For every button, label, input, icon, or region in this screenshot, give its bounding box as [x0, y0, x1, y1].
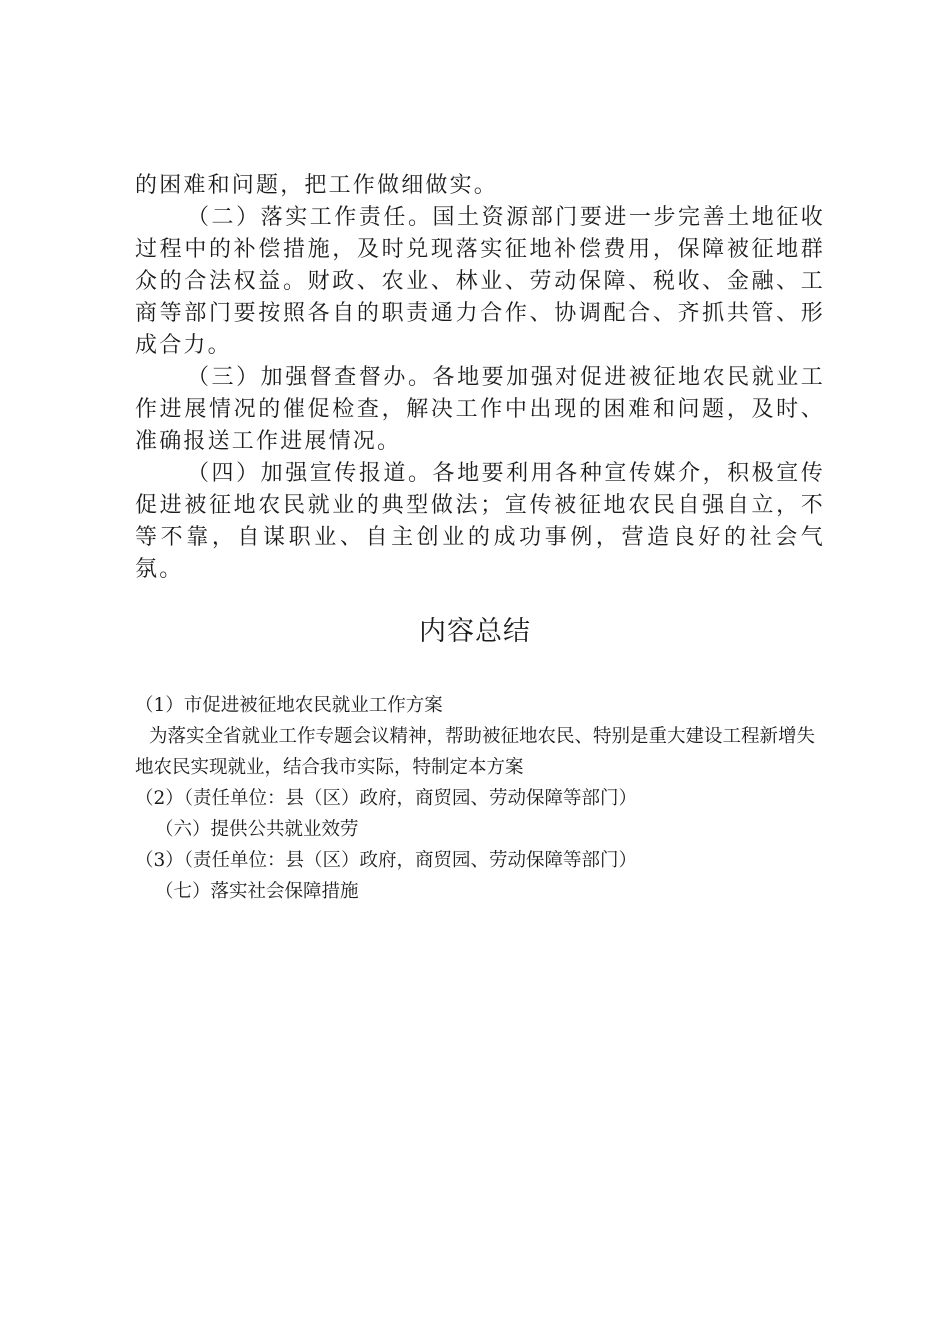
summary-item: （六）提供公共就业效劳 [155, 819, 359, 840]
body-paragraph-continuation: 的困难和问题，把工作做细做实。 [135, 173, 499, 198]
summary-item: 为落实全省就业工作专题会议精神，帮助被征地农民、特别是重大建设工程新增失地农民实现就业，结合我市实际，特制定本方案 [135, 726, 816, 778]
summary-item: （七）落实社会保障措施 [155, 881, 359, 902]
body-paragraph-supervision: （三）加强督查督办。各地要加强对促进被征地农民就业工作进展情况的催促检查，解决工作中出现的困难和问题，及时、准确报送工作进展情况。 [135, 365, 825, 454]
summary-item: （1）市促进被征地农民就业工作方案 [135, 695, 443, 716]
body-paragraph-responsibility: （二）落实工作责任。国土资源部门要进一步完善土地征收过程中的补偿措施，及时兑现落实征地补偿费用，保障被征地群众的合法权益。财政、农业、林业、劳动保障、税收、金融、工商等部门要按照各自的职责通力合作、协调配合、齐抓共管、形成合力。 [135, 205, 825, 358]
body-text [135, 170, 825, 586]
summary-list [135, 690, 825, 907]
summary-title: 内容总结 [419, 616, 531, 647]
summary-item: （2）（责任单位：县（区）政府，商贸园、劳动保障等部门） [135, 788, 638, 809]
summary-item: （3）（责任单位：县（区）政府，商贸园、劳动保障等部门） [135, 850, 638, 871]
body-paragraph-publicity: （四）加强宣传报道。各地要利用各种宣传媒介，积极宣传促进被征地农民就业的典型做法；宣传被征地农民自强自立，不等不靠，自谋职业、自主创业的成功事例，营造良好的社会气氛。 [135, 461, 825, 582]
